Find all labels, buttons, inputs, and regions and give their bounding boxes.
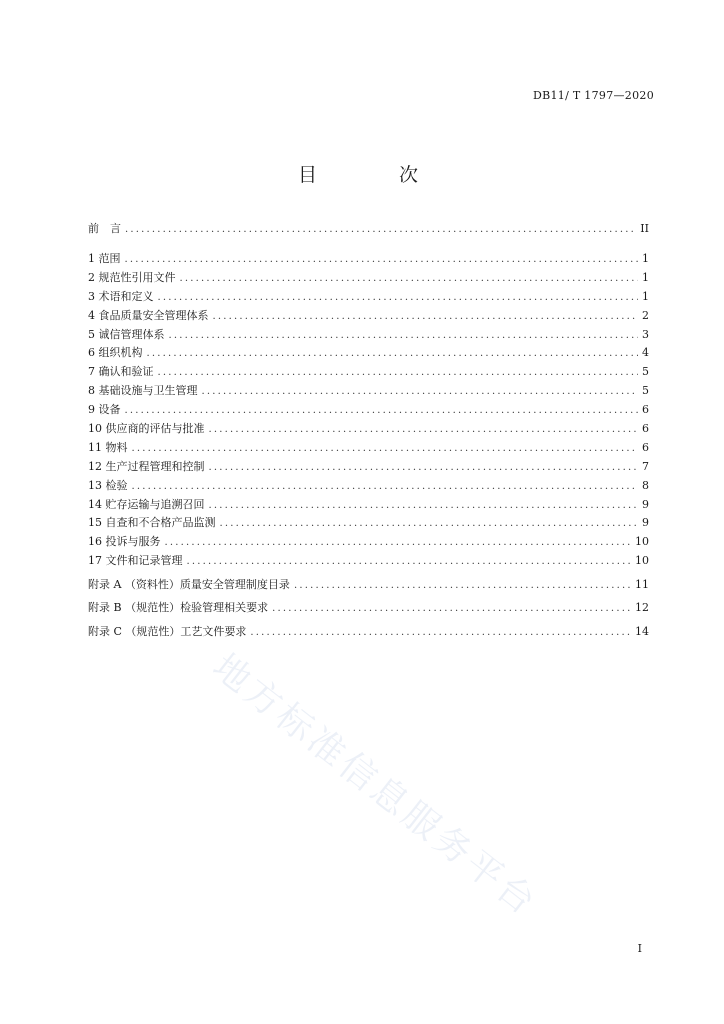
dot-leader (202, 386, 639, 397)
toc-entry-page: 2 (642, 308, 649, 322)
toc-entry-page: II (640, 222, 649, 235)
page-number: I (637, 942, 642, 955)
dot-leader (125, 405, 639, 416)
toc-entry-label: 8 基础设施与卫生管理 (88, 384, 198, 398)
toc-entry[interactable] (88, 250, 649, 269)
toc-entry-page: 6 (642, 403, 649, 417)
toc-entry-page: 6 (642, 440, 649, 454)
toc-entry-label: 17 文件和记录管理 (88, 554, 183, 568)
toc-entry-label: 15 自查和不合格产品监测 (88, 516, 216, 530)
toc-entry[interactable] (88, 269, 649, 288)
dot-leader (169, 330, 639, 341)
toc-entry-page: 3 (642, 327, 649, 341)
toc-entry-label: 13 检验 (88, 478, 128, 492)
toc-entry-label: 5 诚信管理体系 (88, 327, 165, 341)
table-of-contents (88, 220, 649, 646)
toc-entry-page: 9 (642, 516, 649, 530)
toc-entry-label: 4 食品质量安全管理体系 (88, 308, 209, 322)
toc-entry[interactable] (88, 439, 649, 458)
toc-entry-page: 11 (635, 577, 649, 591)
toc-entry[interactable] (88, 288, 649, 307)
toc-entry-page: 1 (642, 270, 649, 284)
dot-leader (158, 367, 639, 378)
toc-entry[interactable] (88, 458, 649, 477)
toc-entry[interactable] (88, 363, 649, 382)
toc-entry-label: 10 供应商的评估与批准 (88, 422, 205, 436)
toc-entry-page: 4 (642, 346, 649, 360)
toc-entry-label: 2 规范性引用文件 (88, 270, 176, 284)
toc-entry[interactable] (88, 496, 649, 515)
toc-entry-page: 1 (642, 252, 649, 265)
toc-entry-label: 3 术语和定义 (88, 289, 154, 303)
toc-entry-page: 10 (635, 554, 649, 568)
toc-entry-page: 12 (635, 601, 649, 615)
dot-leader (125, 254, 639, 265)
toc-entry[interactable] (88, 533, 649, 552)
dot-leader (250, 627, 631, 638)
dot-leader (213, 311, 639, 322)
toc-entry-label: 附录 A （资料性）质量安全管理制度目录 (88, 577, 290, 591)
dot-leader (132, 443, 639, 454)
dot-leader (220, 518, 639, 529)
toc-entry-label: 12 生产过程管理和控制 (88, 459, 205, 473)
dot-leader (132, 481, 639, 492)
toc-entry[interactable] (88, 477, 649, 496)
dot-leader (165, 537, 632, 548)
toc-entry[interactable] (88, 344, 649, 363)
toc-entry-page: 10 (635, 535, 649, 549)
toc-entry-label: 6 组织机构 (88, 346, 143, 360)
toc-entry-label: 前 言 (88, 222, 121, 235)
toc-entry[interactable] (88, 307, 649, 326)
dot-leader (187, 556, 632, 567)
toc-entry-label: 9 设备 (88, 403, 121, 417)
toc-entry-page: 5 (642, 365, 649, 379)
dot-leader (209, 500, 639, 511)
toc-entry-page: 7 (642, 459, 649, 473)
toc-entry[interactable] (88, 382, 649, 401)
toc-entry-label: 11 物料 (88, 440, 128, 454)
dot-leader (158, 292, 639, 303)
dot-leader (147, 348, 639, 359)
toc-entry-label: 1 范围 (88, 252, 121, 265)
toc-entry-appendix[interactable] (88, 599, 649, 623)
toc-entry-label: 附录 B （规范性）检验管理相关要求 (88, 601, 269, 615)
toc-entry-page: 14 (635, 624, 649, 638)
toc-entry-label: 14 贮存运输与追溯召回 (88, 497, 205, 511)
dot-leader (272, 603, 631, 614)
dot-leader (180, 273, 639, 284)
standard-code: DB11/ T 1797—2020 (532, 89, 654, 102)
toc-entry[interactable] (88, 326, 649, 345)
toc-entry[interactable] (88, 514, 649, 533)
dot-leader (209, 462, 639, 473)
toc-entry[interactable] (88, 552, 649, 576)
toc-entry-page: 6 (642, 422, 649, 436)
toc-entry-label: 16 投诉与服务 (88, 535, 161, 549)
toc-title: 目 次 (297, 164, 457, 186)
watermark: 地方标准信息服务平台 (204, 646, 546, 925)
toc-entry-page: 1 (642, 289, 649, 303)
toc-entry[interactable] (88, 401, 649, 420)
toc-entry-page: 9 (642, 497, 649, 511)
dot-leader (294, 580, 631, 591)
toc-entry-appendix[interactable] (88, 576, 649, 600)
toc-entry[interactable] (88, 220, 649, 250)
toc-entry-page: 8 (642, 478, 649, 492)
toc-entry-label: 附录 C （规范性）工艺文件要求 (88, 624, 247, 638)
toc-entry-label: 7 确认和验证 (88, 365, 154, 379)
toc-entry-appendix[interactable] (88, 623, 649, 647)
toc-entry[interactable] (88, 420, 649, 439)
dot-leader (125, 224, 636, 235)
dot-leader (209, 424, 639, 435)
toc-entry-page: 5 (642, 384, 649, 398)
